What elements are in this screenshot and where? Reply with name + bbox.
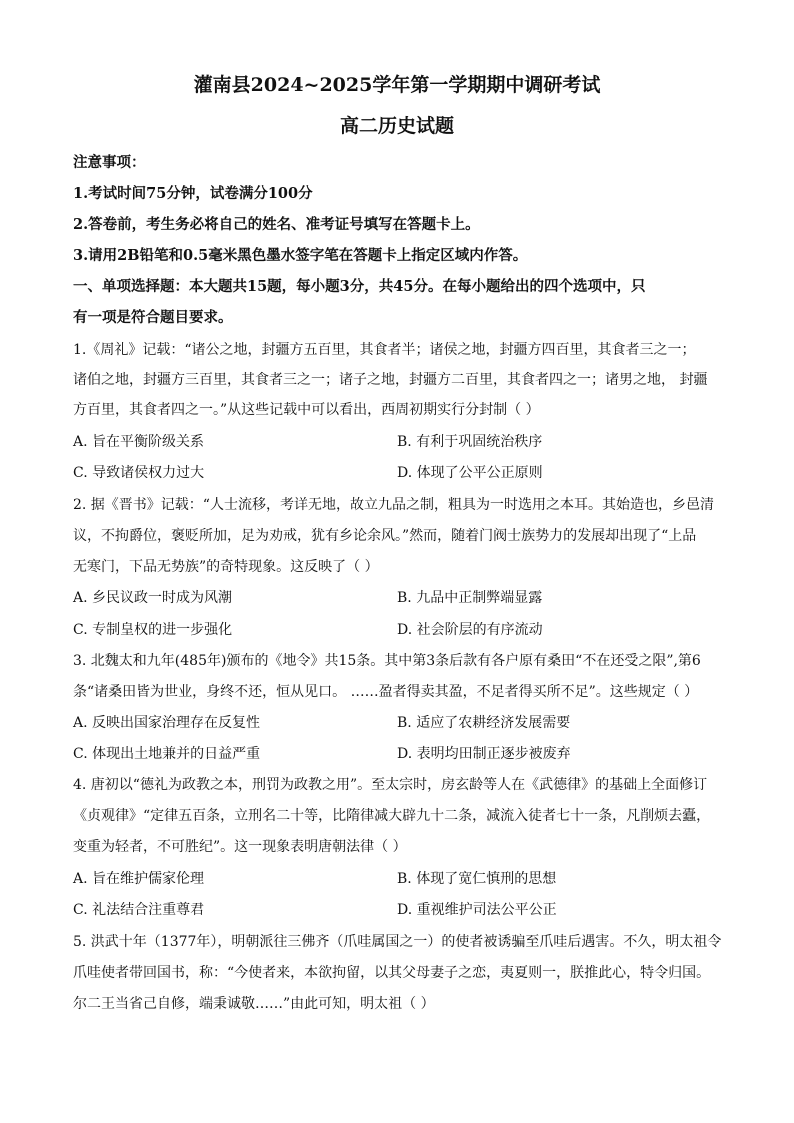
question-2-option-d[interactable]: D. 社会阶层的有序流动 xyxy=(397,622,543,638)
notice-item: 1.考试时间75分钟，试卷满分100分 xyxy=(73,185,313,202)
question-3-stem: 条“诸桑田皆为世业，身终不还，恒从见口。 ……盈者得卖其盈，不足者得买所不足”。这些规定（ ） xyxy=(73,684,699,700)
question-3-option-b[interactable]: B. 适应了农耕经济发展需要 xyxy=(397,715,571,731)
question-3-option-a[interactable]: A. 反映出国家治理存在反复性 xyxy=(73,715,261,731)
question-2-option-c[interactable]: C. 专制皇权的进一步强化 xyxy=(73,622,233,638)
question-3-option-c[interactable]: C. 体现出土地兼并的日益严重 xyxy=(73,746,261,762)
question-2-stem: 2. 据《晋书》记载：“人士流移，考详无地，故立九品之制，粗具为一时选用之本耳。其始造也，乡邑清 xyxy=(73,497,714,513)
question-2-option-b[interactable]: B. 九品中正制弊端显露 xyxy=(397,590,543,606)
question-5-stem: 爪哇使者带回国书，称：“今使者来，本欲拘留，以其父母妻子之恋，夷夏则一，朕推此心，特令归国。 xyxy=(73,965,711,981)
exam-title: 灌南县2024~2025学年第一学期期中调研考试 xyxy=(193,74,601,96)
question-2-stem: 议，不拘爵位，褒贬所加，足为劝戒，犹有乡论余风。”然而，随着门阀士族势力的发展却出现了“上品 xyxy=(73,528,697,544)
question-1-option-a[interactable]: A. 旨在平衡阶级关系 xyxy=(73,434,205,450)
question-5-stem: 尔二王当省己自修，端秉诚敬……”由此可知，明太祖（ ） xyxy=(73,996,435,1012)
section-heading-line: 一、单项选择题：本大题共15题，每小题3分，共45分。在每小题给出的四个选项中，只 xyxy=(73,278,646,295)
section-heading-line: 有一项是符合题目要求。 xyxy=(73,309,233,326)
question-2-option-a[interactable]: A. 乡民议政一时成为风潮 xyxy=(73,590,233,606)
question-4-stem: 4. 唐初以“德礼为政教之本，刑罚为政教之用”。至太宗时，房玄龄等人在《武德律》的基础上全面修订 xyxy=(73,777,708,793)
notice-item: 3.请用2B铅笔和0.5毫米黑色墨水签字笔在答题卡上指定区域内作答。 xyxy=(73,247,528,264)
question-4-option-c[interactable]: C. 礼法结合注重尊君 xyxy=(73,902,205,918)
question-3-stem: 3. 北魏太和九年(485年)颁布的《地令》共15条。其中第3条后款有各户原有桑田“不在还受之限”,第6 xyxy=(73,653,701,669)
question-1-stem: 1.《周礼》记载：“诸公之地，封疆方五百里，其食者半；诸侯之地，封疆方四百里，其食者三之一； xyxy=(73,342,696,358)
notice-heading: 注意事项： xyxy=(73,154,146,171)
question-4-stem: 《贞观律》“定律五百条，立刑名二十等，比隋律减大辟九十二条，减流入徒者七十一条，凡削烦去蠹， xyxy=(73,808,711,824)
question-4-option-b[interactable]: B. 体现了宽仁慎刑的思想 xyxy=(397,871,557,887)
question-1-stem: 诸伯之地，封疆方三百里，其食者三之一；诸子之地，封疆方二百里，其食者四之一；诸男之地， 封疆 xyxy=(73,372,708,388)
question-4-stem: 变重为轻者，不可胜纪”。这一现象表明唐朝法律（ ） xyxy=(73,839,407,855)
question-4-option-d[interactable]: D. 重视维护司法公平公正 xyxy=(397,902,557,918)
notice-item: 2.答卷前，考生务必将自己的姓名、准考证号填写在答题卡上。 xyxy=(73,216,480,233)
question-4-option-a[interactable]: A. 旨在维护儒家伦理 xyxy=(73,871,205,887)
question-1-option-b[interactable]: B. 有利于巩固统治秩序 xyxy=(397,434,543,450)
question-3-option-d[interactable]: D. 表明均田制正逐步被废弃 xyxy=(397,746,571,762)
question-1-option-d[interactable]: D. 体现了公平公正原则 xyxy=(397,465,543,481)
question-5-stem: 5. 洪武十年（1377年），明朝派往三佛齐（爪哇属国之一）的使者被诱骗至爪哇后遇害。不久，明太祖令 xyxy=(73,934,722,950)
exam-subtitle: 高二历史试题 xyxy=(339,115,454,137)
question-1-option-c[interactable]: C. 导致诸侯权力过大 xyxy=(73,465,205,481)
question-1-stem: 方百里，其食者四之一。”从这些记载中可以看出，西周初期实行分封制（ ） xyxy=(73,402,540,418)
question-2-stem: 无寒门，下品无势族”的奇特现象。这反映了（ ） xyxy=(73,559,379,575)
